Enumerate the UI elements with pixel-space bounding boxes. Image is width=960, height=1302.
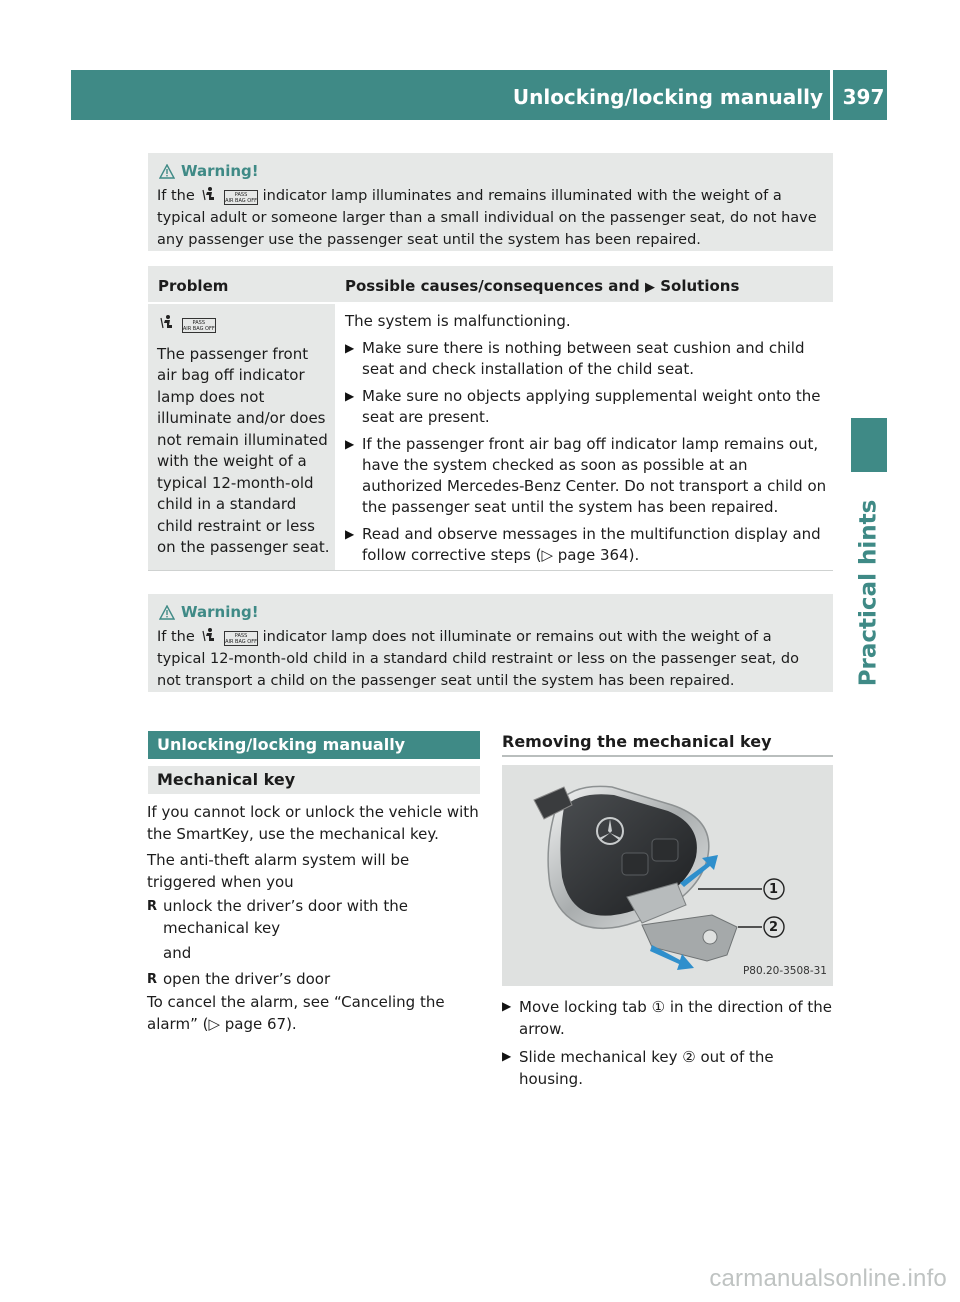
airbag-icon-bottom-text: AIR BAG OFF <box>225 639 257 645</box>
list-item-text: open the driver’s door <box>163 969 331 988</box>
warning-text <box>157 185 823 251</box>
instruction-step-text: Move locking tab ① in the direction of the arrow. <box>519 998 832 1038</box>
table-header-solutions-label: Solutions <box>660 277 740 295</box>
airbag-icon-bottom-text: AIR BAG OFF <box>182 326 215 332</box>
step-arrow-icon: ▶ <box>502 999 512 1013</box>
bullet-icon: R <box>147 899 158 914</box>
watermark: carmanualsonline.info <box>709 1265 947 1292</box>
removing-key-steps <box>502 996 833 1090</box>
paragraph: To cancel the alarm, see “Canceling the alarm” (▷ page 67). <box>147 993 445 1033</box>
cause-text: The system is malfunctioning. <box>345 312 571 330</box>
step-arrow-icon: ▶ <box>345 389 355 403</box>
pass-airbag-off-icon <box>224 190 258 205</box>
callout-1: 1 <box>769 882 779 897</box>
warning-triangle-icon <box>159 605 175 620</box>
solution-step <box>345 386 830 428</box>
warning-text <box>157 626 823 692</box>
side-tab <box>851 478 887 708</box>
warning-text-body: indicator lamp illuminates and remains illuminated with the weight of a typical adult or someone larger than a small individual on the passenger seat, do not have any passenger use the passenger seat until the system has been repaired. <box>157 188 817 248</box>
header-divider <box>830 70 833 120</box>
list-item <box>147 969 480 991</box>
list-item <box>147 896 480 939</box>
airbag-icon-top-text: PASS <box>234 192 248 198</box>
airbag-icon-top-text: PASS <box>192 320 206 326</box>
child-seat-person-icon <box>157 314 177 330</box>
smartkey-illustration <box>502 765 833 986</box>
paragraph: The anti-theft alarm system will be triggered when you <box>147 851 410 891</box>
subsection-title: Mechanical key <box>157 770 296 789</box>
step-arrow-icon: ▶ <box>345 437 355 451</box>
warning-text-body: indicator lamp does not illuminate or remains out with the weight of a typical 12-month-old child in a standard child restraint or less on the passenger seat, do not transport a child on the passenger seat until the system has been repaired. <box>157 629 799 689</box>
table-header-solutions <box>345 276 739 298</box>
table-bottom-rule <box>148 570 833 571</box>
step-arrow-icon: ▶ <box>345 527 355 541</box>
step-arrow-icon: ▶ <box>345 341 355 355</box>
callout-2: 2 <box>769 920 779 935</box>
warning-title-row <box>157 602 823 623</box>
warning-title: Warning! <box>181 603 259 621</box>
solution-step <box>345 338 830 380</box>
heading-rule <box>502 755 833 757</box>
airbag-icon-top-text: PASS <box>234 633 248 639</box>
warning-text-lead: If the <box>157 629 195 645</box>
warning-title-row <box>157 161 823 182</box>
solutions-cell <box>345 311 830 566</box>
table-header-causes-label: Possible causes/consequences and <box>345 277 640 295</box>
airbag-icon-bottom-text: AIR BAG OFF <box>225 198 257 204</box>
page-title: Unlocking/locking manually <box>512 85 823 109</box>
removing-key-heading: Removing the mechanical key <box>502 732 772 751</box>
mechanical-key-body <box>147 802 480 1040</box>
list-connector: and <box>163 944 192 962</box>
list-item-text: unlock the driver’s door with the mechanical key <box>163 897 408 937</box>
pass-airbag-off-icon <box>224 631 258 646</box>
bullet-icon: R <box>147 971 158 987</box>
arrow-right-icon: ▶ <box>645 280 656 295</box>
problem-description: The passenger front air bag off indicator lamp does not illuminate and/or does not remain illuminated with the weight of a typical 12-month-old child in a standard child restraint or less on the passenger seat. <box>157 344 330 556</box>
paragraph: If you cannot lock or unlock the vehicle with the SmartKey, use the mechanical key. <box>147 803 479 843</box>
step-arrow-icon: ▶ <box>502 1049 512 1063</box>
warning-triangle-icon <box>159 164 175 179</box>
side-tab-label: Practical hints <box>855 499 882 687</box>
section-title: Unlocking/locking manually <box>157 735 406 754</box>
instruction-step <box>502 1046 833 1090</box>
solution-step <box>345 434 830 518</box>
solution-step <box>345 524 830 566</box>
instruction-step-text: Slide mechanical key ② out of the housing. <box>519 1048 774 1088</box>
solution-step-text: Read and observe messages in the multifunction display and follow corrective steps (▷ page 364). <box>362 525 821 564</box>
figure-id: P80.20-3508-31 <box>742 965 827 977</box>
warning-text-lead: If the <box>157 188 195 204</box>
warning-box-airbag-illuminated <box>148 153 833 251</box>
pass-airbag-off-icon <box>182 318 216 333</box>
problem-icons <box>157 313 332 335</box>
child-seat-person-icon <box>199 627 219 643</box>
page-number: 397 <box>842 85 885 109</box>
problem-cell-content <box>157 313 332 559</box>
warning-title: Warning! <box>181 162 259 180</box>
smartkey-drawing <box>502 765 833 986</box>
solution-step-text: If the passenger front air bag off indicator lamp remains out, have the system checked as soon as possible at an authorized Mercedes-Benz Center. Do not transport a child on the passenger seat until the system has been repaired. <box>362 435 827 516</box>
solution-step-text: Make sure no objects applying supplemental weight onto the seat are present. <box>362 387 821 426</box>
instruction-step <box>502 996 833 1040</box>
solution-step-text: Make sure there is nothing between seat cushion and child seat and check installation of the child seat. <box>362 339 805 378</box>
table-header-problem: Problem <box>158 277 229 295</box>
warning-box-airbag-out <box>148 594 833 692</box>
child-seat-person-icon <box>199 186 219 202</box>
side-tab-marker <box>851 418 887 472</box>
